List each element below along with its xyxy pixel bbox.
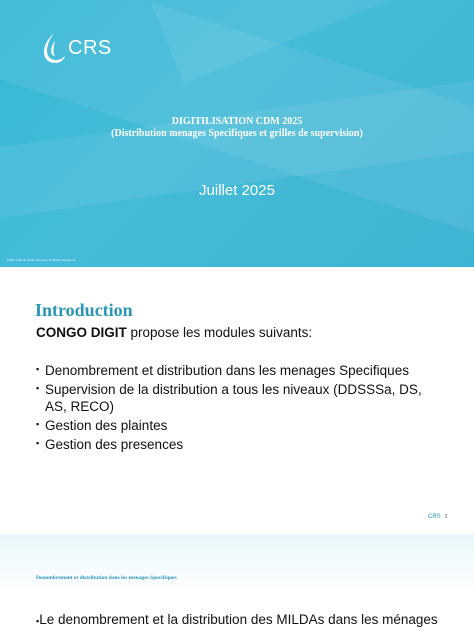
list-item-text: Gestion des plaintes [45,418,168,433]
bullet-icon: ▪ [36,383,40,393]
footer-logo: CRS [428,514,441,520]
module-list [36,362,436,455]
list-item-text: Denombrement et distribution dans les menages Specifiques [45,363,409,378]
list-item [36,417,436,434]
copyright-text: ©2025 Catholic Relief Services. All Rights Reserved. [6,258,77,262]
list-item [36,362,436,379]
list-item [36,436,436,453]
logo-text: CRS [68,36,112,59]
slide-footer [428,514,447,520]
intro-paragraph [36,325,312,340]
bullet-icon: ▪ [36,419,40,429]
product-name: CONGO DIGIT [36,325,127,340]
list-item [36,381,436,415]
bullet-icon: ▪ [36,438,40,448]
bullet-icon: ▪ [36,616,40,626]
presentation-title [0,116,474,140]
slide-heading: Introduction [35,300,133,320]
crs-flame-icon [40,31,66,65]
bullet-icon: ▪ [36,364,40,374]
crs-logo [40,30,112,66]
section-bullet-text: Le denombrement et la distribution des MILDAs dans les ménages [39,612,438,627]
list-item-text: Supervision de la distribution a tous les niveaux (DDSSSa, DS, AS, RECO) [45,382,422,414]
title-slide [0,0,474,267]
presentation-date: Juillet 2025 [199,182,275,199]
section-subtitle: Denombrement et distribution dans les menages Specifiques [36,575,177,581]
page-number: 2 [444,514,448,520]
list-item-text: Gestion des presences [45,437,184,452]
section-bullet [36,612,438,627]
title-line-1: DIGITILISATION CDM 2025 [171,116,303,127]
title-line-2: (Distribution menages Specifiques et grilles de supervision) [111,128,363,139]
intro-text: propose les modules suivants: [126,325,313,340]
